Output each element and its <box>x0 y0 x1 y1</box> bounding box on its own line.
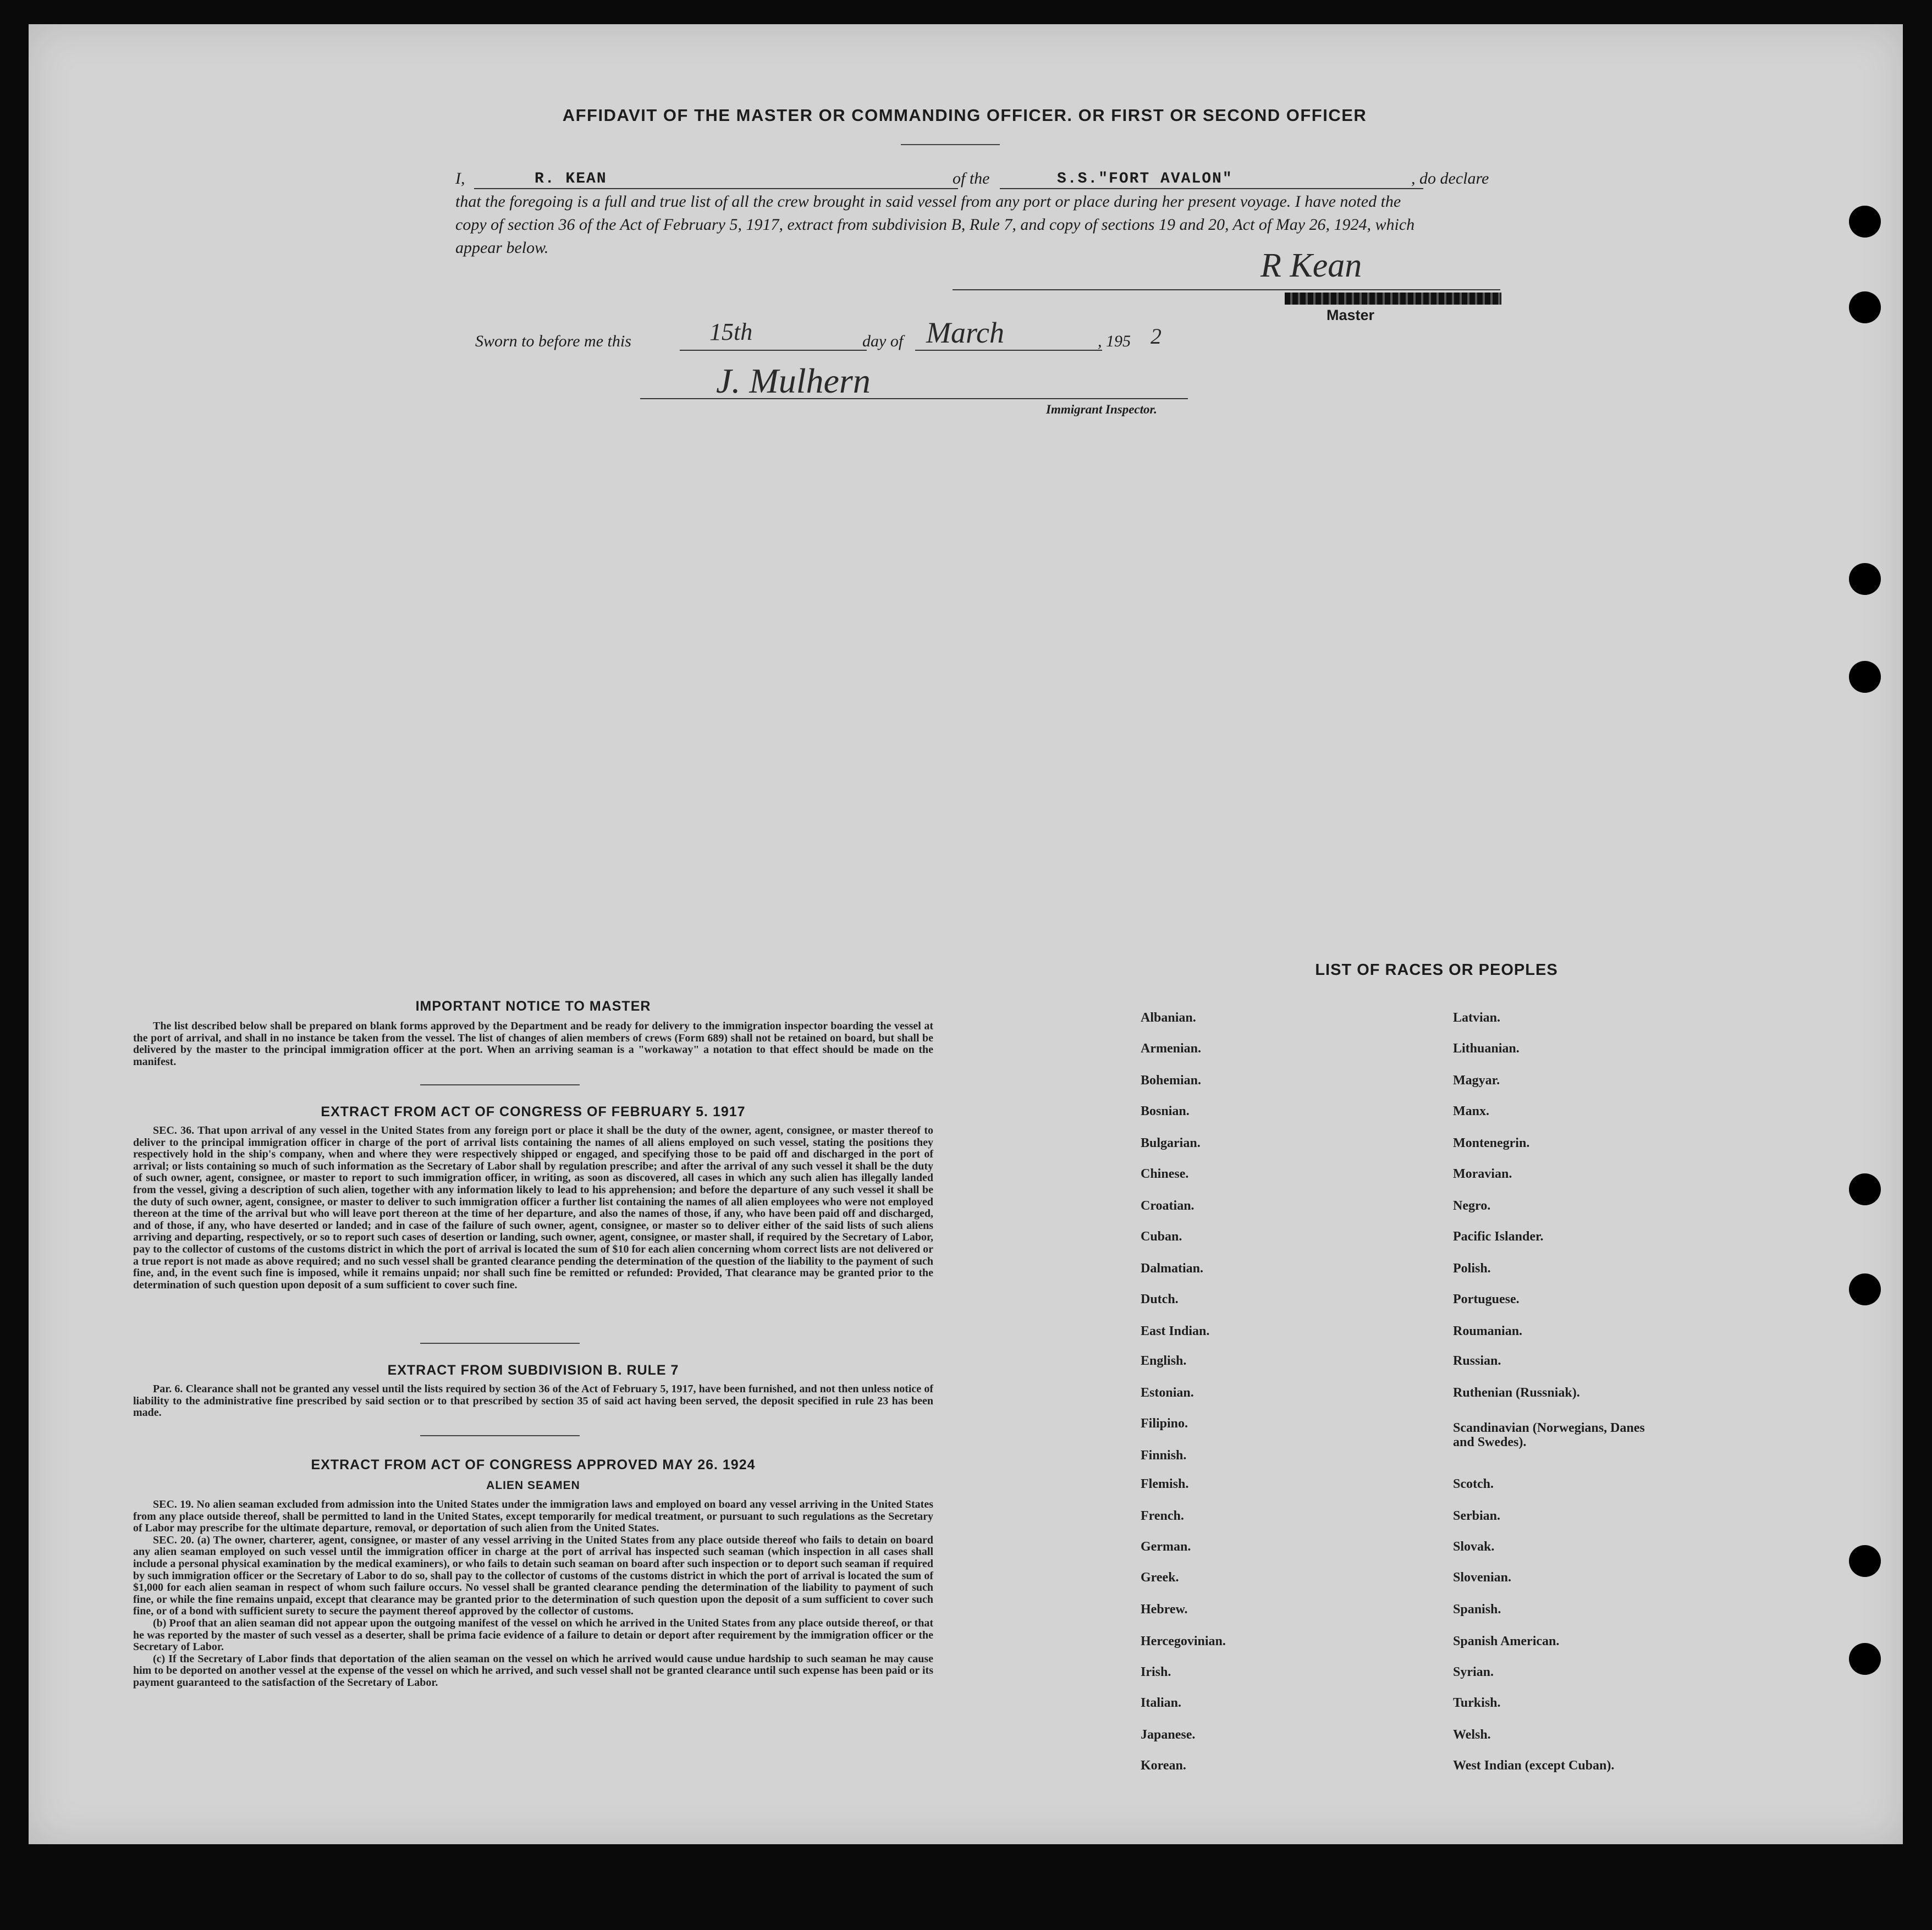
races-title: LIST OF RACES OR PEOPLES <box>1315 961 1558 979</box>
race-item: Portuguese. <box>1453 1292 1520 1306</box>
race-item: Hebrew. <box>1141 1602 1188 1617</box>
race-item: Bohemian. <box>1141 1073 1202 1088</box>
affidavit-i: I, <box>455 169 465 188</box>
affidavit-line3: copy of section 36 of the Act of February 5, 1917, extract from subdivision B, Rule 7, and copy of sections 19 and 20, Act of May 26, 1924, which <box>455 216 1415 234</box>
sworn-day: 15th <box>709 318 753 345</box>
punch-hole <box>1849 563 1881 595</box>
punch-hole <box>1849 1273 1881 1305</box>
race-item: Dutch. <box>1141 1292 1179 1306</box>
sworn-day-line <box>680 350 867 351</box>
race-item: East Indian. <box>1141 1324 1210 1338</box>
section-rule <box>420 1084 580 1085</box>
affidavit-title: AFFIDAVIT OF THE MASTER OR COMMANDING OFFICER. OR FIRST OR SECOND OFFICER <box>562 106 1367 125</box>
race-item: Spanish American. <box>1453 1634 1560 1648</box>
sworn-month: March <box>926 316 1004 349</box>
race-item: Polish. <box>1453 1261 1491 1276</box>
affidavit-of-the: of the <box>953 169 990 188</box>
punch-hole <box>1849 1643 1881 1675</box>
punch-hole <box>1849 1173 1881 1205</box>
race-item: Negro. <box>1453 1199 1491 1213</box>
race-item: German. <box>1141 1540 1191 1554</box>
extract-1924-body <box>133 1499 933 1689</box>
sec20b: (b) Proof that an alien seaman did not appear upon the outgoing manifest of the vessel on which he arrived in the United States from any place outside thereof, or that he was reported by the master of such vessel as a deserter, shall be prima facie evidence of a failure to detain or deport after requirement by the immigration officer or the Secretary of Labor. <box>133 1617 933 1653</box>
race-item: Slovak. <box>1453 1540 1495 1554</box>
race-item: Filipino. <box>1141 1416 1188 1431</box>
extract-1924-subtitle: ALIEN SEAMEN <box>486 1479 580 1492</box>
race-item: Bosnian. <box>1141 1104 1190 1118</box>
master-name-line <box>474 188 958 189</box>
master-title: Master <box>1326 307 1375 323</box>
punch-hole <box>1849 1545 1881 1577</box>
race-item: Flemish. <box>1141 1477 1189 1491</box>
extract-1917-title: EXTRACT FROM ACT OF CONGRESS OF FEBRUARY 5. 1917 <box>321 1104 746 1120</box>
punch-hole <box>1849 206 1881 238</box>
sec19: SEC. 19. No alien seaman excluded from admission into the United States under the immigration laws and employed on board any vessel arriving in the United States from any place outside thereof, shall be permitted to land in the United States, except temporarily for medical treatment, or pursuant to such regulations as the Secretary of Labor may prescribe for the ultimate departure, removal, or deportation of such alien from the United States. <box>133 1498 933 1535</box>
affidavit-line4: appear below. <box>455 239 549 257</box>
race-item: Turkish. <box>1453 1696 1501 1710</box>
race-item: West Indian (except Cuban). <box>1453 1758 1615 1773</box>
inspector-signature: J. Mulhern <box>716 361 871 400</box>
sworn-year-prefix: , 195 <box>1098 332 1131 350</box>
race-item: Magyar. <box>1453 1073 1500 1088</box>
rule7-body: Par. 6. Clearance shall not be granted any vessel until the lists required by section 36 of the Act of February 5, 1917, have been furnished, and not then unless notice of liability to the administrative fine prescribed by said section or to that prescribed by section 35 of said act having been served, the deposit specified in rule 23 has been made. <box>133 1383 933 1419</box>
section-rule <box>420 1343 580 1344</box>
race-item: Moravian. <box>1453 1167 1512 1181</box>
race-item: Korean. <box>1141 1758 1186 1773</box>
race-item: Serbian. <box>1453 1509 1501 1523</box>
title-rule <box>901 144 1000 145</box>
affidavit-line2: that the foregoing is a full and true list of all the crew brought in said vessel from any port or place during her present voyage. I have noted the <box>455 192 1401 211</box>
race-item: Japanese. <box>1141 1728 1196 1742</box>
notice-body: The list described below shall be prepared on blank forms approved by the Department and be ready for delivery to the immigration inspector boarding the vessel at the port of arrival, and shall in no instance be taken from the vessel. The list of changes of alien members of crews (Form 689) shall not be retained on board, but shall be delivered by the master to the principal immigration officer at the port. When an arriving seaman is a "workaway" a notation to that effect should be made on the manifest. <box>133 1020 933 1068</box>
race-item: Manx. <box>1453 1104 1489 1118</box>
rule7-title: EXTRACT FROM SUBDIVISION B. RULE 7 <box>387 1363 679 1378</box>
race-item: Latvian. <box>1453 1011 1501 1025</box>
race-item: Lithuanian. <box>1453 1041 1520 1056</box>
sec20c: (c) If the Secretary of Labor finds that deportation of the alien seaman on the vessel on which he arrived would cause undue hardship to such seaman he may cause him to be deported on another vessel at the expense of the vessel on which he arrived, and such vessel shall not be granted clearance until such expense has been paid or its payment guaranteed to the satisfaction of the Secretary of Labor. <box>133 1652 933 1689</box>
race-item: Irish. <box>1141 1665 1171 1679</box>
race-item: Armenian. <box>1141 1041 1201 1056</box>
sworn-month-line <box>915 350 1102 351</box>
sworn-label: Sworn to before me this <box>475 332 631 350</box>
race-item: Italian. <box>1141 1696 1182 1710</box>
master-name: R. KEAN <box>535 170 607 188</box>
race-item: French. <box>1141 1509 1184 1523</box>
race-item: Bulgarian. <box>1141 1136 1201 1150</box>
race-item: Pacific Islander. <box>1453 1229 1544 1244</box>
extract-1924-title: EXTRACT FROM ACT OF CONGRESS APPROVED MAY 26. 1924 <box>311 1457 756 1473</box>
race-item: Dalmatian. <box>1141 1261 1203 1276</box>
section-rule <box>420 1435 580 1436</box>
vessel-name: S.S."FORT AVALON" <box>1057 170 1233 188</box>
race-item: Spanish. <box>1453 1602 1501 1617</box>
race-item: Roumanian. <box>1453 1324 1523 1338</box>
document-page <box>29 24 1903 1844</box>
race-item: English. <box>1141 1354 1187 1368</box>
race-item: Russian. <box>1453 1354 1501 1368</box>
race-item: Scotch. <box>1453 1477 1494 1491</box>
signature-line <box>953 289 1500 290</box>
race-item: Syrian. <box>1453 1665 1494 1679</box>
extract-1917-body: SEC. 36. That upon arrival of any vessel in the United States from any foreign port or place it shall be the duty of the owner, agent, consignee, or master thereof to deliver to the principal immigration officer in charge of the port of arrival lists containing the names of all aliens employed on such vessel, stating the positions they respectively hold in the ship's company, when and where they were respectively shipped or engaged, and specifying those to be paid off and discharged in the port of arrival; or lists containing so much of such information as the Secretary of Labor shall by regulation prescribe; and after the arrival of any such vessel it shall be the duty of such owner, agent, consignee, or master to report to such immigration officer, in writing, as soon as discovered, all cases in which any such alien has illegally landed from the vessel, giving a description of such alien, together with any information likely to lead to his apprehension; and before the departure of any such vessel it shall be the duty of such owner, agent, consignee, or master to deliver to such immigration officer a further list containing the names of all alien employees who were not employed thereon at the time of the arrival but who will leave port thereon at the time of her departure, and also the names of those, if any, who have been paid off and discharged, and of those, if any, who have deserted or landed; and in case of the failure of such owner, agent, consignee, or master so to deliver either of the said lists of such aliens arriving and departing, respectively, or so to report such cases of desertion or landing, such owner, agent, consignee, or master shall, if required by the Secretary of Labor, pay to the collector of customs of the customs district in which the port of arrival is located the sum of $10 for each alien concerning whom correct lists are not delivered or a true report is not made as above required; and no such vessel shall be granted clearance pending the determination of the question of the liability to the payment of such fine, and, in the event such fine is imposed, while it remains unpaid; nor shall such fine be remitted or refunded: Provided, That clearance may be granted prior to the determination of such question upon deposit of a sum sufficient to cover such fine. <box>133 1124 933 1291</box>
race-item: Croatian. <box>1141 1199 1195 1213</box>
race-item: Chinese. <box>1141 1167 1189 1181</box>
sec20a: SEC. 20. (a) The owner, charterer, agent, consignee, or master of any vessel arriving in the United States from any place outside thereof who fails to detain on board any alien seaman employed on such vessel until the immigration officer in charge at the port of arrival has inspected such seaman (which inspection in all cases shall include a personal physical examination by the medical examiners), or who fails to detain such seaman on board after such inspection or to deport such seaman if required by such immigration officer or the Secretary of Labor to do so, shall pay to the collector of customs of the customs district in which the port of arrival is located the sum of $1,000 for each alien seaman in respect of whom such failure occurs. No vessel shall be granted clearance pending the determination of the liability to payment of such fine, or while the fine remains unpaid, except that clearance may be granted prior to the determination of such question upon the deposit of a sum sufficient to cover such fine, or of a bond with sufficient surety to secure the payment thereof approved by the collector of customs. <box>133 1534 933 1618</box>
inspector-label: Immigrant Inspector. <box>1046 402 1157 416</box>
race-item: Cuban. <box>1141 1229 1182 1244</box>
race-item: Ruthenian (Russniak). <box>1453 1386 1580 1400</box>
race-item: Hercegovinian. <box>1141 1634 1226 1648</box>
race-item: Greek. <box>1141 1570 1179 1585</box>
punch-hole <box>1849 661 1881 693</box>
race-item: Estonian. <box>1141 1386 1194 1400</box>
race-item: Montenegrin. <box>1453 1136 1530 1150</box>
race-item: Scandinavian (Norwegians, Danes and Swedes). <box>1453 1421 1645 1449</box>
race-item: Slovenian. <box>1453 1570 1512 1585</box>
vessel-line <box>1000 188 1423 189</box>
sworn-year-hand: 2 <box>1151 324 1162 349</box>
race-item: Albanian. <box>1141 1011 1196 1025</box>
redaction-strike <box>1285 293 1501 305</box>
affidavit-declare: , do declare <box>1411 169 1489 188</box>
day-of-label: day of <box>862 332 904 350</box>
race-item: Welsh. <box>1453 1728 1491 1742</box>
notice-title: IMPORTANT NOTICE TO MASTER <box>415 999 651 1014</box>
punch-hole <box>1849 291 1881 323</box>
race-item: Finnish. <box>1141 1448 1187 1463</box>
master-signature: R Kean <box>1261 247 1362 284</box>
